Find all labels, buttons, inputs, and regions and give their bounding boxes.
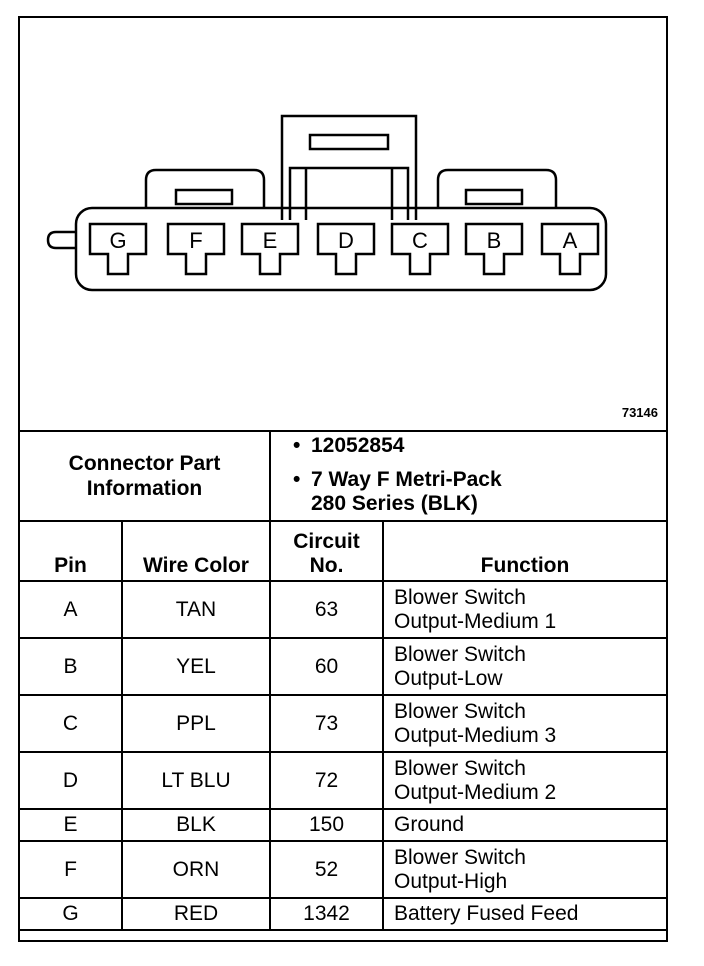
wire-color-cell: BLK — [122, 809, 270, 841]
pin-label-b: B — [486, 228, 502, 253]
info-row — [20, 431, 666, 521]
pin-label-f: F — [189, 228, 203, 253]
lock-tab — [48, 232, 76, 248]
circuit-cell: 63 — [270, 581, 383, 638]
header-circuit-line1: Circuit — [293, 530, 360, 553]
function-line: Output-Medium 2 — [394, 780, 557, 804]
function-line: Blower Switch — [394, 585, 526, 609]
pin-cavity-f — [168, 224, 224, 274]
table-row — [20, 581, 666, 638]
function-line: Blower Switch — [394, 642, 526, 666]
info-label — [20, 431, 270, 521]
function-line: Output-Medium 3 — [394, 723, 557, 747]
circuit-cell: 150 — [270, 809, 383, 841]
function-line: Blower Switch — [394, 699, 526, 723]
circuit-cell: 52 — [270, 841, 383, 898]
wire-color-cell: TAN — [122, 581, 270, 638]
circuit-cell: 60 — [270, 638, 383, 695]
connector-series: 280 Series (BLK) — [311, 492, 478, 515]
wire-color-cell: ORN — [122, 841, 270, 898]
table-row — [20, 809, 666, 841]
pin-cavity-d — [318, 224, 374, 274]
pin-cell: F — [20, 841, 122, 898]
pin-label-c: C — [412, 228, 428, 253]
info-label-line1: Connector Part — [68, 452, 221, 475]
table-body — [20, 581, 666, 930]
function-line: Blower Switch — [394, 756, 526, 780]
header-circuit — [270, 521, 383, 581]
pin-label-e: E — [262, 228, 278, 253]
info-label-line2: Information — [86, 477, 203, 500]
pin-label-g: G — [109, 228, 127, 253]
function-cell — [383, 898, 666, 930]
pin-cell: B — [20, 638, 122, 695]
function-cell — [383, 809, 666, 841]
pin-cell: G — [20, 898, 122, 930]
function-line: Battery Fused Feed — [394, 902, 579, 925]
table-row — [20, 841, 666, 898]
connector-frame — [18, 16, 668, 942]
pin-cell: A — [20, 581, 122, 638]
connector-table — [20, 430, 666, 931]
function-cell — [383, 581, 666, 638]
function-line: Output-High — [394, 869, 508, 893]
table-row — [20, 898, 666, 930]
figure-id: 73146 — [621, 405, 658, 420]
latch-slot — [310, 135, 388, 149]
pin-label-a: A — [562, 228, 578, 253]
function-cell — [383, 695, 666, 752]
wire-color-cell: YEL — [122, 638, 270, 695]
pin-cell: D — [20, 752, 122, 809]
circuit-cell: 73 — [270, 695, 383, 752]
connector-type: • 7 Way F Metri-Pack — [311, 468, 666, 492]
function-line: Blower Switch — [394, 845, 526, 869]
pin-cell: E — [20, 809, 122, 841]
function-line: Output-Medium 1 — [394, 609, 557, 633]
table-row — [20, 695, 666, 752]
pin-cell: C — [20, 695, 122, 752]
info-list — [270, 431, 666, 521]
wire-color-cell: PPL — [122, 695, 270, 752]
pin-cavity-c — [392, 224, 448, 274]
header-row — [20, 521, 666, 581]
pin-label-d: D — [338, 228, 354, 253]
header-function: Function — [383, 521, 666, 581]
table-row — [20, 638, 666, 695]
pin-cavity-e — [242, 224, 298, 274]
pin-cavity-g — [90, 224, 146, 274]
wire-color-cell: RED — [122, 898, 270, 930]
connector-drawing — [20, 18, 666, 428]
function-line: Ground — [394, 813, 465, 836]
table-row — [20, 752, 666, 809]
connector-diagram — [20, 18, 666, 432]
pin-cavity-a — [542, 224, 598, 274]
pin-cavities — [90, 224, 598, 274]
function-line: Output-Low — [394, 666, 503, 690]
header-circuit-line2: No. — [309, 554, 344, 577]
function-cell — [383, 638, 666, 695]
wire-color-cell: LT BLU — [122, 752, 270, 809]
part-number: • 12052854 — [311, 434, 666, 458]
function-cell — [383, 752, 666, 809]
circuit-cell: 72 — [270, 752, 383, 809]
header-pin: Pin — [20, 521, 122, 581]
header-wire-color: Wire Color — [122, 521, 270, 581]
circuit-cell: 1342 — [270, 898, 383, 930]
function-cell — [383, 841, 666, 898]
pin-cavity-b — [466, 224, 522, 274]
